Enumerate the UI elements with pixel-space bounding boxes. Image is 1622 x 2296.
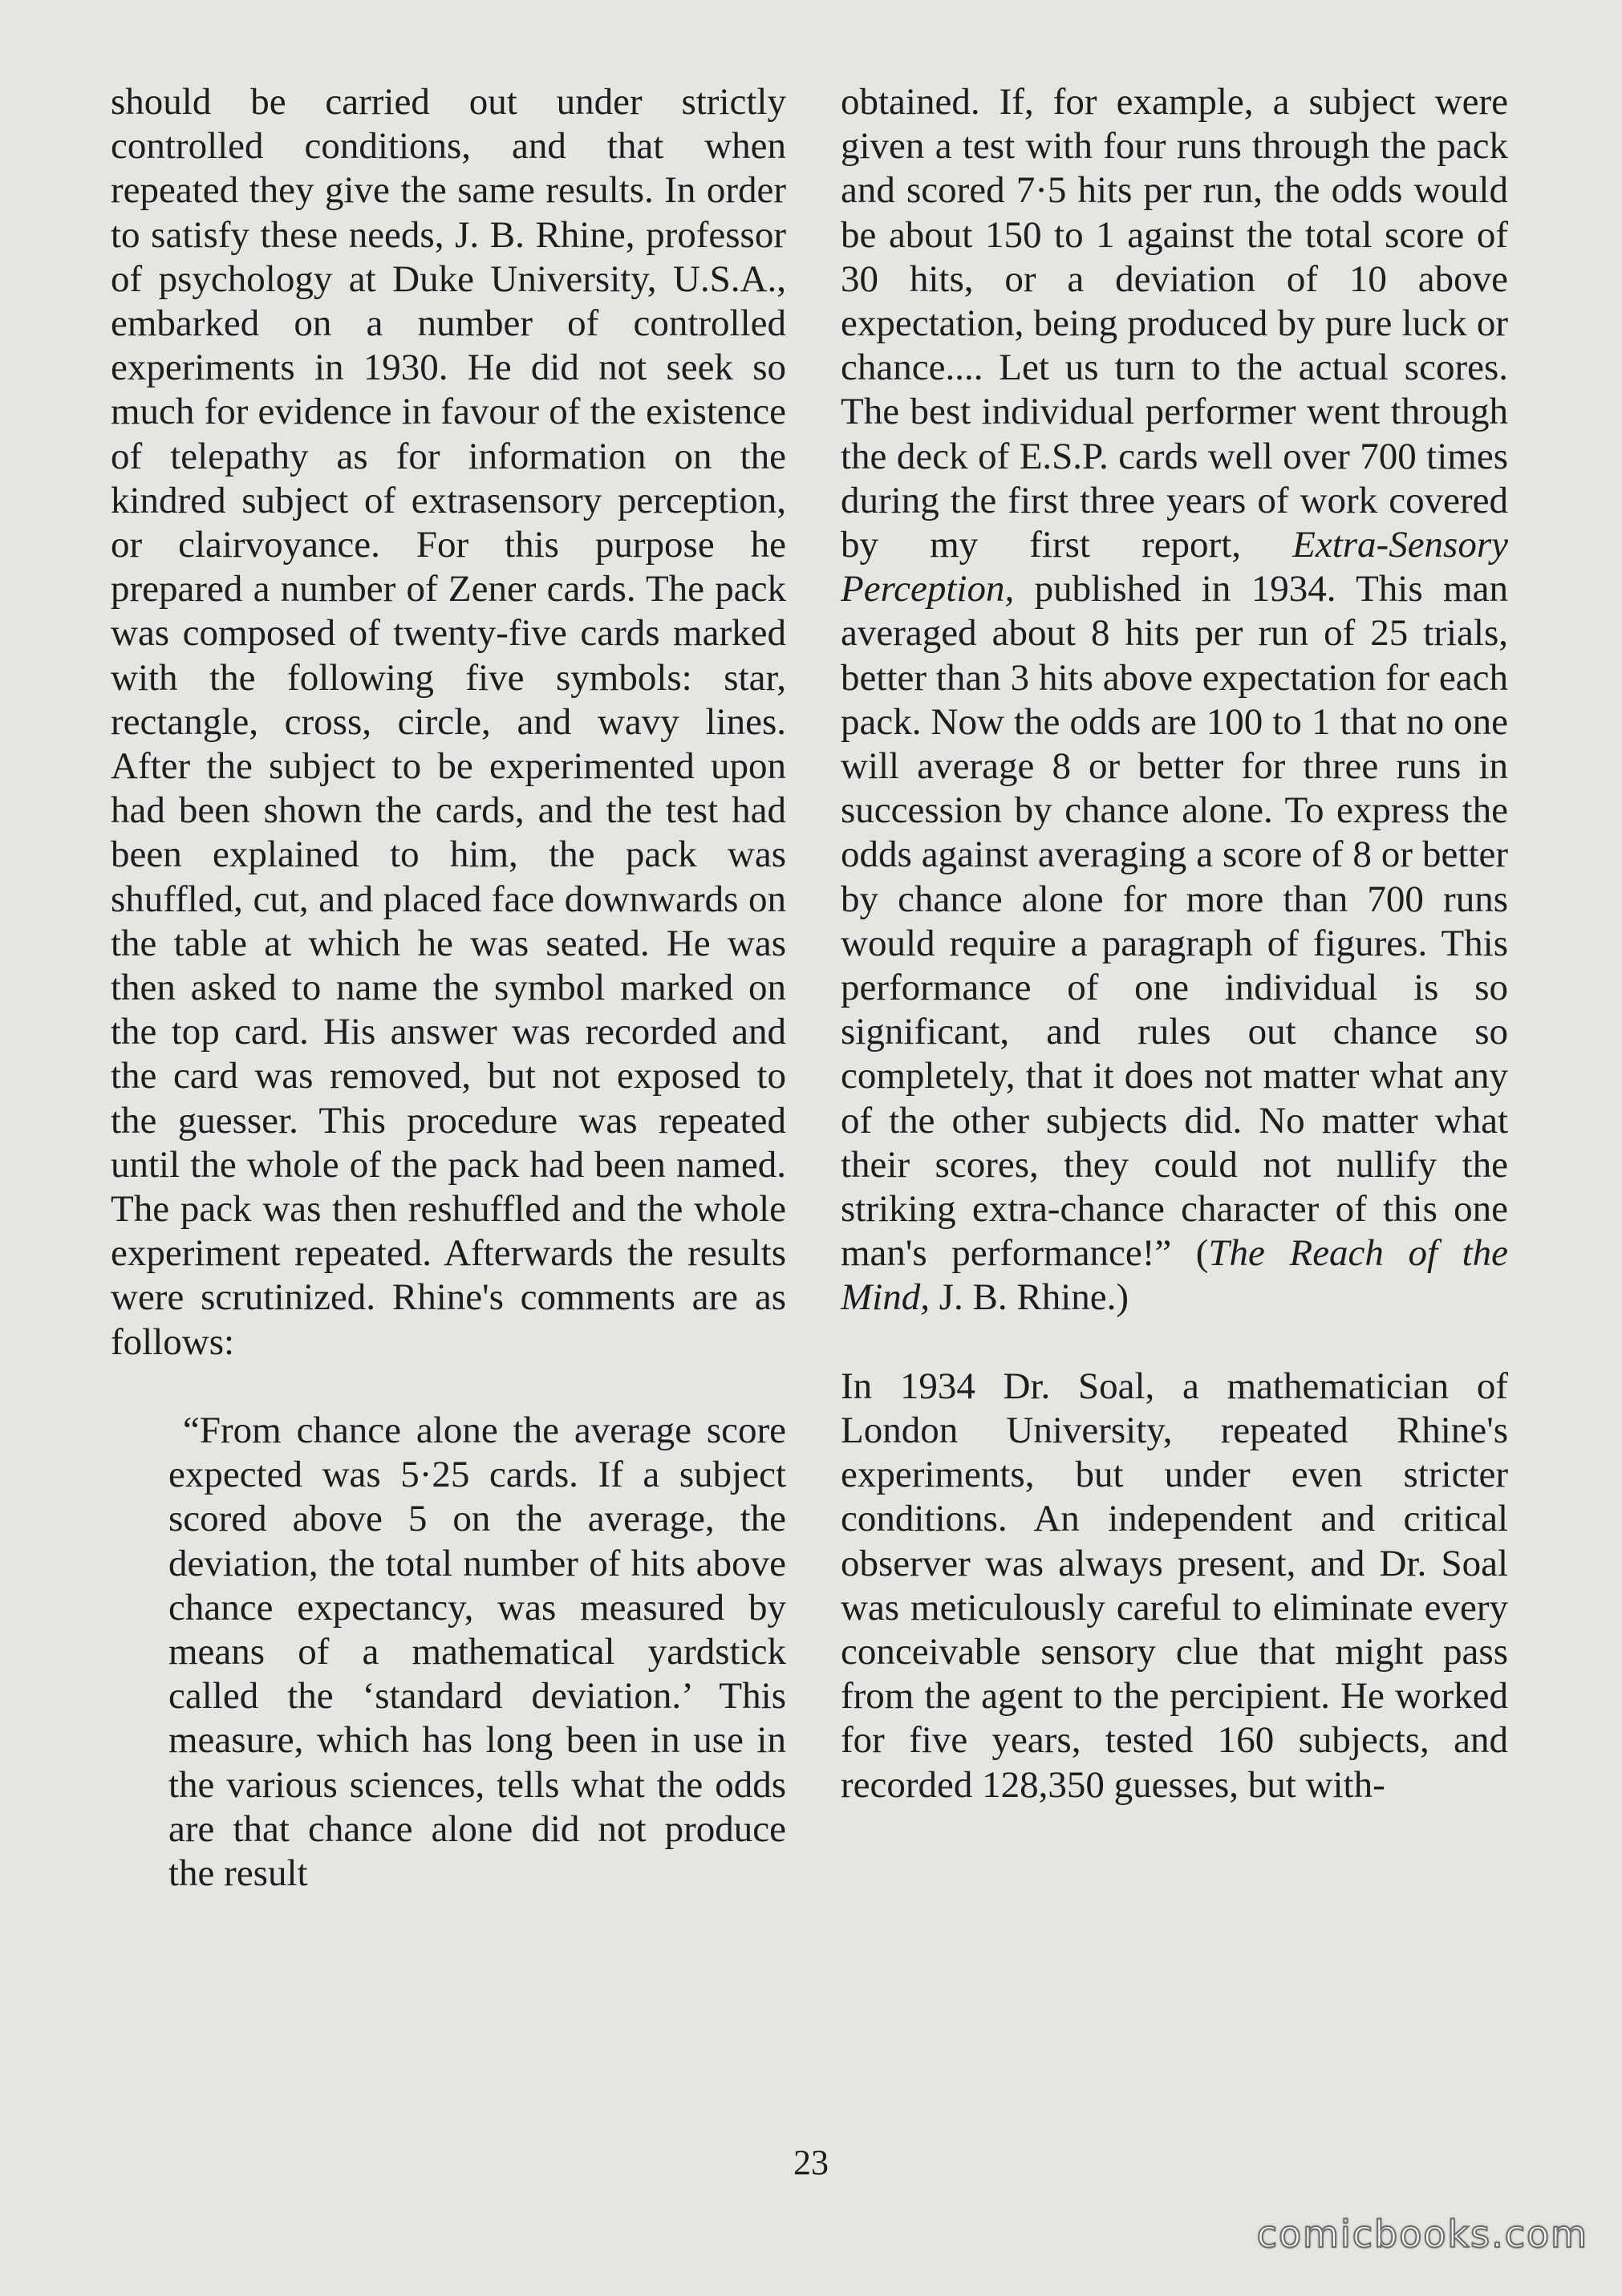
left-paragraph-1: should be carried out under strictly controlled conditions, and that when repeated they give the same results. In order to satisfy these needs, J. B. Rhine, professor of psychology at Duke University, U.S.A., embarked on a number of controlled experiments in 1930. He did not seek so much for evidence in favour of the existence of telepathy as for information on the kindred subject of extrasensory perception, or clairvoyance. For this purpose he prepared a number of Zener cards. The pack was composed of twenty-five cards marked with the following five symbols: star, rectangle, cross, circle, and wavy lines. After the subject to be experimented upon had been shown the cards, and the test had been explained to him, the pack was shuffled, cut, and placed face downwards on the table at which he was seated. He was then asked to name the symbol marked on the top card. His answer was recorded and the card was removed, but not exposed to the guesser. This procedure was repeated until the whole of the pack had been named. The pack was then reshuffled and the whole experiment repeated. Afterwards the results were scrutinized. Rhine's comments are as follows: xyxy=(111,81,786,1363)
watermark-logo: comicbooks.com xyxy=(1256,2213,1588,2256)
book-title-esp: Extra-Sensory Perception, xyxy=(841,524,1508,611)
right-paragraph-1 xyxy=(841,80,1508,1320)
left-quote-paragraph: “From chance alone the average score expected was 5·25 cards. If a subject scored above 5 on the average, the deviation, the total number of hits above chance expectancy, was measured by means of a mathematical yardstick called the ‘standard deviation.’ This measure, which has long been in use in the various sciences, tells what the odds are that chance alone did not produce the result xyxy=(168,1409,786,1894)
right-column xyxy=(841,80,1508,1807)
right-p1-text-b: published in 1934. This man averaged about 8 hits per run of 25 trials, better than 3 hits above expectation for each pack. Now the odds are 100 to 1 that no one will average 8 or better for three runs in succession by chance alone. To express the odds against averaging a score of 8 or better by chance alone for more than 700 runs would require a paragraph of figures. This performance of one individual is so significant, and rules out chance so completely, that it does not matter what any of the other subjects did. No matter what their scores, they could not nullify the striking extra-chance character of this one man's performance!” ( xyxy=(841,568,1508,1275)
right-p1-text-c: J. B. Rhine.) xyxy=(929,1276,1129,1319)
left-column xyxy=(111,80,786,1896)
right-paragraph-2: In 1934 Dr. Soal, a mathematician of London University, repeated Rhine's experiments, but under even stricter conditions. An independent and critical observer was always present, and Dr. Soal was meticulously careful to eliminate every conceivable sensory clue that might pass from the agent to the percipient. He worked for five years, tested 160 subjects, and recorded 128,350 guesses, but with- xyxy=(841,1365,1508,1806)
right-p1-text-a: obtained. If, for example, a subject were given a test with four runs through the pack and scored 7·5 hits per run, the odds would be about 150 to 1 against the total score of 30 hits, or a deviation of 10 above expectation, being produced by pure luck or chance.... Let us turn to the actual scores. The best individual performer went through the deck of E.S.P. cards well over 700 times during the first three years of work covered by my first report, xyxy=(841,81,1508,566)
page-number: 23 xyxy=(793,2143,829,2182)
book-title-reach: The Reach of the Mind, xyxy=(841,1232,1508,1319)
